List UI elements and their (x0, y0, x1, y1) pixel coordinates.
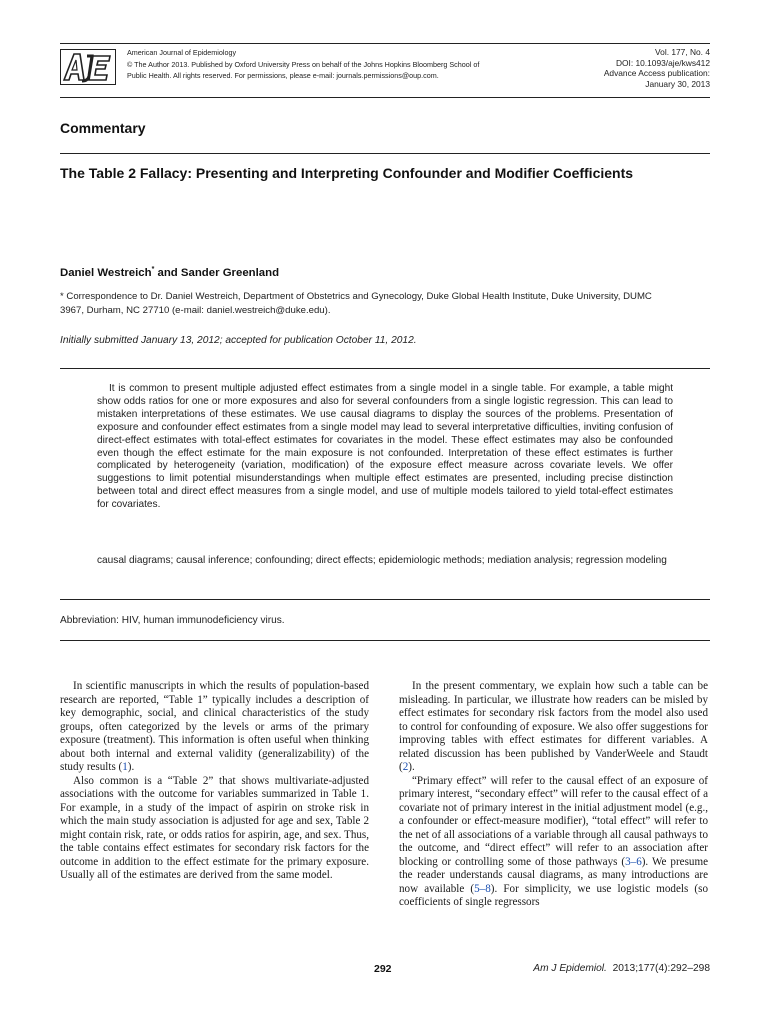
advance-access-label: Advance Access publication: (603, 68, 710, 78)
paragraph (60, 680, 369, 775)
correspondence (60, 290, 710, 318)
abbreviation-rule (60, 640, 710, 641)
section-label: Commentary (60, 120, 146, 136)
abstract-text: It is common to present multiple adjusted effect estimates from a single model in a single table. For example, a table might show odds ratios for one or more exposures and also for several confounders from a single logistic regression. This can lead to mistaken interpretations of these estimates. We use causal diagrams to display the sources of the problems. Presentation of exposure and confounder effect estimates from a single model may lead to several interpretative difficulties, inviting confusion of direct-effect estimates with total-effect estimates for covariates in the model. These effect estimates may also be confounded even though the effect estimate for the main exposure is not confounded. Interpretation of these effect estimates is further complicated by heterogeneity (variation, modification) of the exposure effect measure across covariate levels. We offer suggestions to limit potential misunderstandings when multiple effect estimates are presented, including precise distinction between total and direct effect measures from a single model, and use of multiple models tailored to yield total-effect estimates for covariates. (97, 383, 673, 511)
footer-citation (533, 963, 710, 974)
section-rule (60, 153, 710, 154)
paragraph-text: In scientific manuscripts in which the results of population-based research are reported, “Table 1” typically includes a description of key demographic, social, and clinical characteristics of the study groups, often categorized by the levels or arms of the primary exposure (treatment). This information is often useful when thinking about both internal and external validity (generalizability) of the study results ( (60, 680, 369, 773)
correspondence-line-1: * Correspondence to Dr. Daniel Westreich, Department of Obstetrics and Gynecology, Duke Global Health Institute, Duke University, DUMC (60, 291, 652, 302)
reference-link[interactable]: 1 (122, 761, 128, 773)
header-top-rule (60, 43, 710, 44)
paragraph: Also common is a “Table 2” that shows multivariate-adjusted associations with the outcome for variables summarized in Table 1. For example, in a study of the impact of aspirin on stroke risk in which the main study association is adjusted for age and sex, Table 2 might contain risk, rate, or odds ratios for aspirin, age, and sex. Thus, the table contains effect estimates for secondary risk factors for the outcome in addition to the effect estimate for the primary exposure. Usually all of the estimates are derived from the same model. (60, 774, 369, 881)
submission-dates: Initially submitted January 13, 2012; accepted for publication October 11, 2012. (60, 335, 417, 346)
volume-info: Vol. 177, No. 4 (655, 47, 710, 57)
reference-link[interactable]: 5–8 (474, 882, 491, 895)
abstract (97, 383, 673, 512)
page-number: 292 (374, 963, 392, 975)
paragraph-text: ). (408, 761, 415, 773)
paragraph (399, 680, 708, 775)
aje-logo (60, 49, 116, 85)
copyright-line-1: © The Author 2013. Published by Oxford University Press on behalf of the Johns Hopkins Bloomberg School of (127, 59, 480, 69)
author-list (60, 266, 279, 279)
citation-details: 2013;177(4):292–298 (612, 963, 710, 974)
abbreviation-note: Abbreviation: HIV, human immunodeficiency virus. (60, 615, 285, 626)
author-1: Daniel Westreich (60, 266, 152, 279)
paragraph-text: ). (127, 761, 135, 773)
body-column-right (399, 680, 708, 910)
journal-header-text (127, 47, 547, 82)
reference-link[interactable]: 3–6 (625, 855, 642, 868)
paragraph-text: ). We presume the reader understands causal diagrams, as many introductions are now available ( (399, 855, 708, 895)
article-title: The Table 2 Fallacy: Presenting and Interpreting Confounder and Modifier Coefficients (60, 165, 634, 181)
header-bottom-rule (60, 97, 710, 98)
paragraph (399, 775, 708, 910)
paragraph-text: ). For simplicity, we use logistic models (so coefficients of single regressors (399, 882, 708, 908)
paragraph-text: In the present commentary, we explain how such a table can be misleading. In particular, we illustrate how readers can be misled by effect estimates for secondary risk factors from the model also used to control for confounding of exposure. We also offer suggestions for improving tables with effect estimates for different variables. A related discussion has been published by VanderWeele and Staudt ( (399, 680, 708, 773)
abstract-bottom-rule (60, 599, 710, 600)
keywords: causal diagrams; causal inference; confounding; direct effects; epidemiologic methods; mediation analysis; regression modeling (97, 555, 667, 566)
correspondence-line-2: 3967, Durham, NC 27710 (e-mail: daniel.westreich@duke.edu). (60, 305, 331, 316)
journal-issue-info (510, 47, 710, 89)
body-column-left (60, 680, 369, 883)
doi-info: DOI: 10.1093/aje/kws412 (615, 57, 710, 68)
abstract-top-rule (60, 368, 710, 369)
copyright-line-2: Public Health. All rights reserved. For permissions, please e-mail: journals.permissions@oup.com. (127, 71, 439, 80)
journal-name: American Journal of Epidemiology (127, 48, 237, 57)
reference-link[interactable]: 2 (402, 761, 409, 773)
aje-logo-mark (60, 49, 116, 85)
author-mark: * (151, 266, 155, 273)
advance-access-date: January 30, 2013 (645, 78, 710, 89)
journal-abbrev: Am J Epidemiol. (533, 963, 607, 974)
author-2: and Sander Greenland (154, 266, 280, 279)
paragraph-text: “Primary effect” will refer to the causal effect of an exposure of primary interest, “secondary effect” will refer to the causal effect of a covariate not of primary interest in the initial adjustment model (e.g., a confounder or effect-measure modifier), “total effect” will refer to the net of all associations of a variable through all causal pathways to the outcome, and “direct effect” will refer to an association after blocking or controlling some of those pathways ( (399, 774, 708, 868)
